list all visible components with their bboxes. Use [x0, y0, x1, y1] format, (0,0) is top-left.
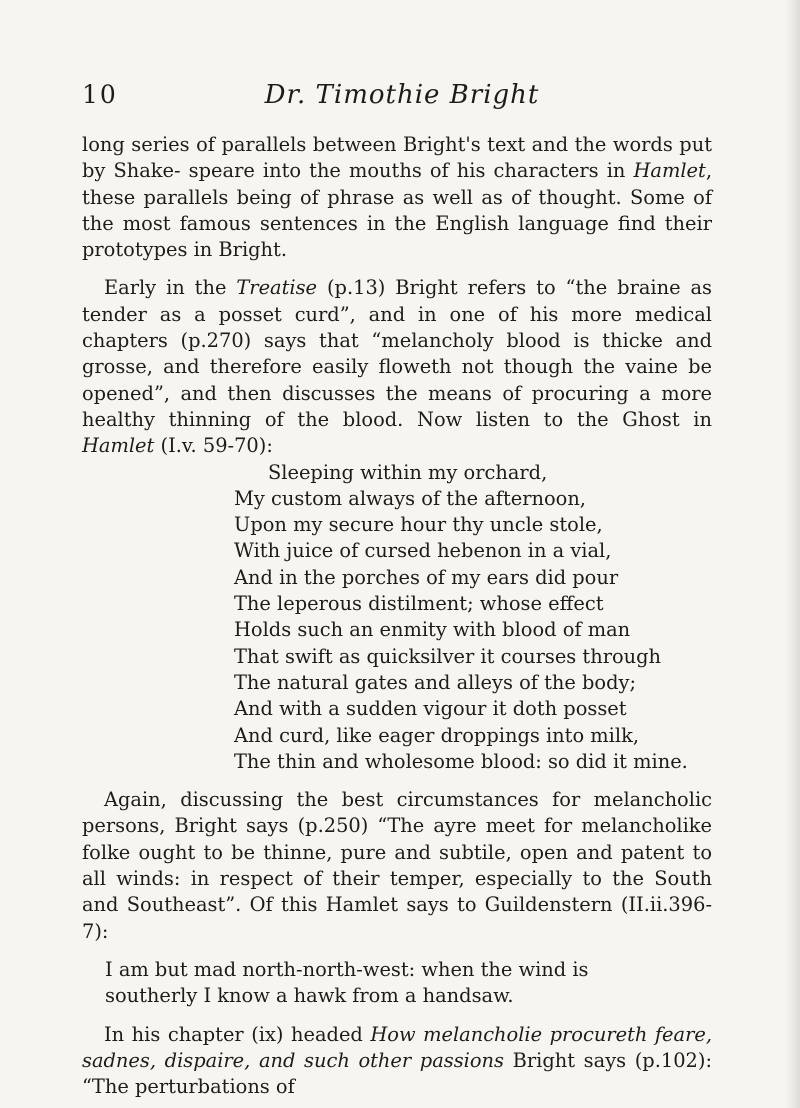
- paragraph-line: phrase as well as of thought. Some of the most famous sentences in the: [82, 185, 713, 235]
- paragraph-1: [82, 132, 712, 263]
- paragraph-line: Again, discussing the best circumstances for melancholic persons,: [82, 788, 712, 838]
- paragraph-line: In his chapter (ix) headed: [104, 1022, 371, 1046]
- verse-line: And curd, like eager droppings into milk,: [234, 723, 639, 747]
- verse-line: The leperous distilment; whose effect: [234, 592, 604, 616]
- work-title: Treatise: [236, 276, 318, 300]
- paragraph-line: (p.13) Bright refers to “the braine as tender as: [82, 276, 712, 326]
- quote-line: I am but mad north-north-west: when the wind is: [105, 957, 589, 981]
- page-header: [82, 80, 722, 120]
- verse-line: And in the porches of my ears did pour: [234, 565, 619, 589]
- verse-line: Upon my secure hour thy uncle stole,: [234, 513, 603, 537]
- quote-line: southerly I know a hawk from a handsaw.: [105, 984, 514, 1008]
- verse-line: Holds such an enmity with blood of man: [234, 618, 631, 642]
- paragraph-line: English language find their prototypes in Bright.: [82, 211, 712, 262]
- verse-line: Sleeping within my orchard,: [268, 460, 548, 484]
- paragraph-line: (I.v. 59-70):: [160, 434, 273, 458]
- paragraph-3: [82, 787, 712, 945]
- verse-line: The thin and wholesome blood: so did it mine.: [234, 749, 688, 773]
- paragraph-4: [82, 1022, 712, 1101]
- paragraph-line: , these parallels being of: [82, 159, 712, 209]
- verse-line: My custom always of the afternoon,: [234, 486, 586, 510]
- page-edge-shadow: [786, 0, 800, 1108]
- verse-line: With juice of cursed hebenon in a vial,: [234, 539, 612, 563]
- body-text: [82, 132, 712, 1100]
- verse-line: And with a sudden vigour it doth posset: [234, 697, 627, 721]
- paragraph-line: thinne, pure and subtile, open and patent to all winds: in respect of their: [82, 840, 712, 891]
- work-title: Hamlet: [82, 434, 155, 458]
- paragraph-line: long series of parallels between Bright's text and the words put by Shake-: [82, 133, 712, 183]
- work-title: Hamlet: [633, 159, 706, 183]
- paragraph-line: though the vaine be opened”, and then discusses the means of procuring: [82, 355, 712, 405]
- paragraph-line: a more healthy thinning of the blood. Now listen to the Ghost in: [82, 381, 713, 431]
- verse-line: The natural gates and alleys of the body;: [234, 670, 636, 694]
- verse-line: That swift as quicksilver it courses through: [234, 644, 662, 668]
- paragraph-line: “melancholy blood is thicke and grosse, and therefore easily floweth not: [82, 329, 713, 379]
- verse-quote-hamlet-ghost: [82, 460, 712, 776]
- chapter-title: dispaire, and such other passions: [164, 1048, 504, 1072]
- page-number: 10: [82, 80, 118, 109]
- paragraph-line: Guildenstern (II.ii.396-7):: [82, 893, 712, 943]
- running-head: Dr. Timothie Bright: [264, 80, 540, 110]
- paragraph-line: temper, especially to the South and Southeast”. Of this Hamlet says to: [82, 867, 712, 917]
- paragraph-line: speare into the mouths of his characters in: [188, 159, 634, 183]
- paragraph-line: a posset curd”, and in one of his more medical chapters (p.270) says that: [82, 302, 712, 353]
- paragraph-line: Bright says (p.250) “The ayre meet for melancholike folke ought to be: [82, 814, 712, 864]
- paragraph-line: Bright says (p.102): “The perturbations of: [82, 1048, 712, 1099]
- paragraph-line: Early in the: [104, 276, 237, 300]
- paragraph-2: [82, 275, 712, 459]
- chapter-title: How melancholie procureth feare, sadnes,: [82, 1022, 712, 1072]
- prose-quote-hamlet-guildenstern: [82, 957, 712, 1010]
